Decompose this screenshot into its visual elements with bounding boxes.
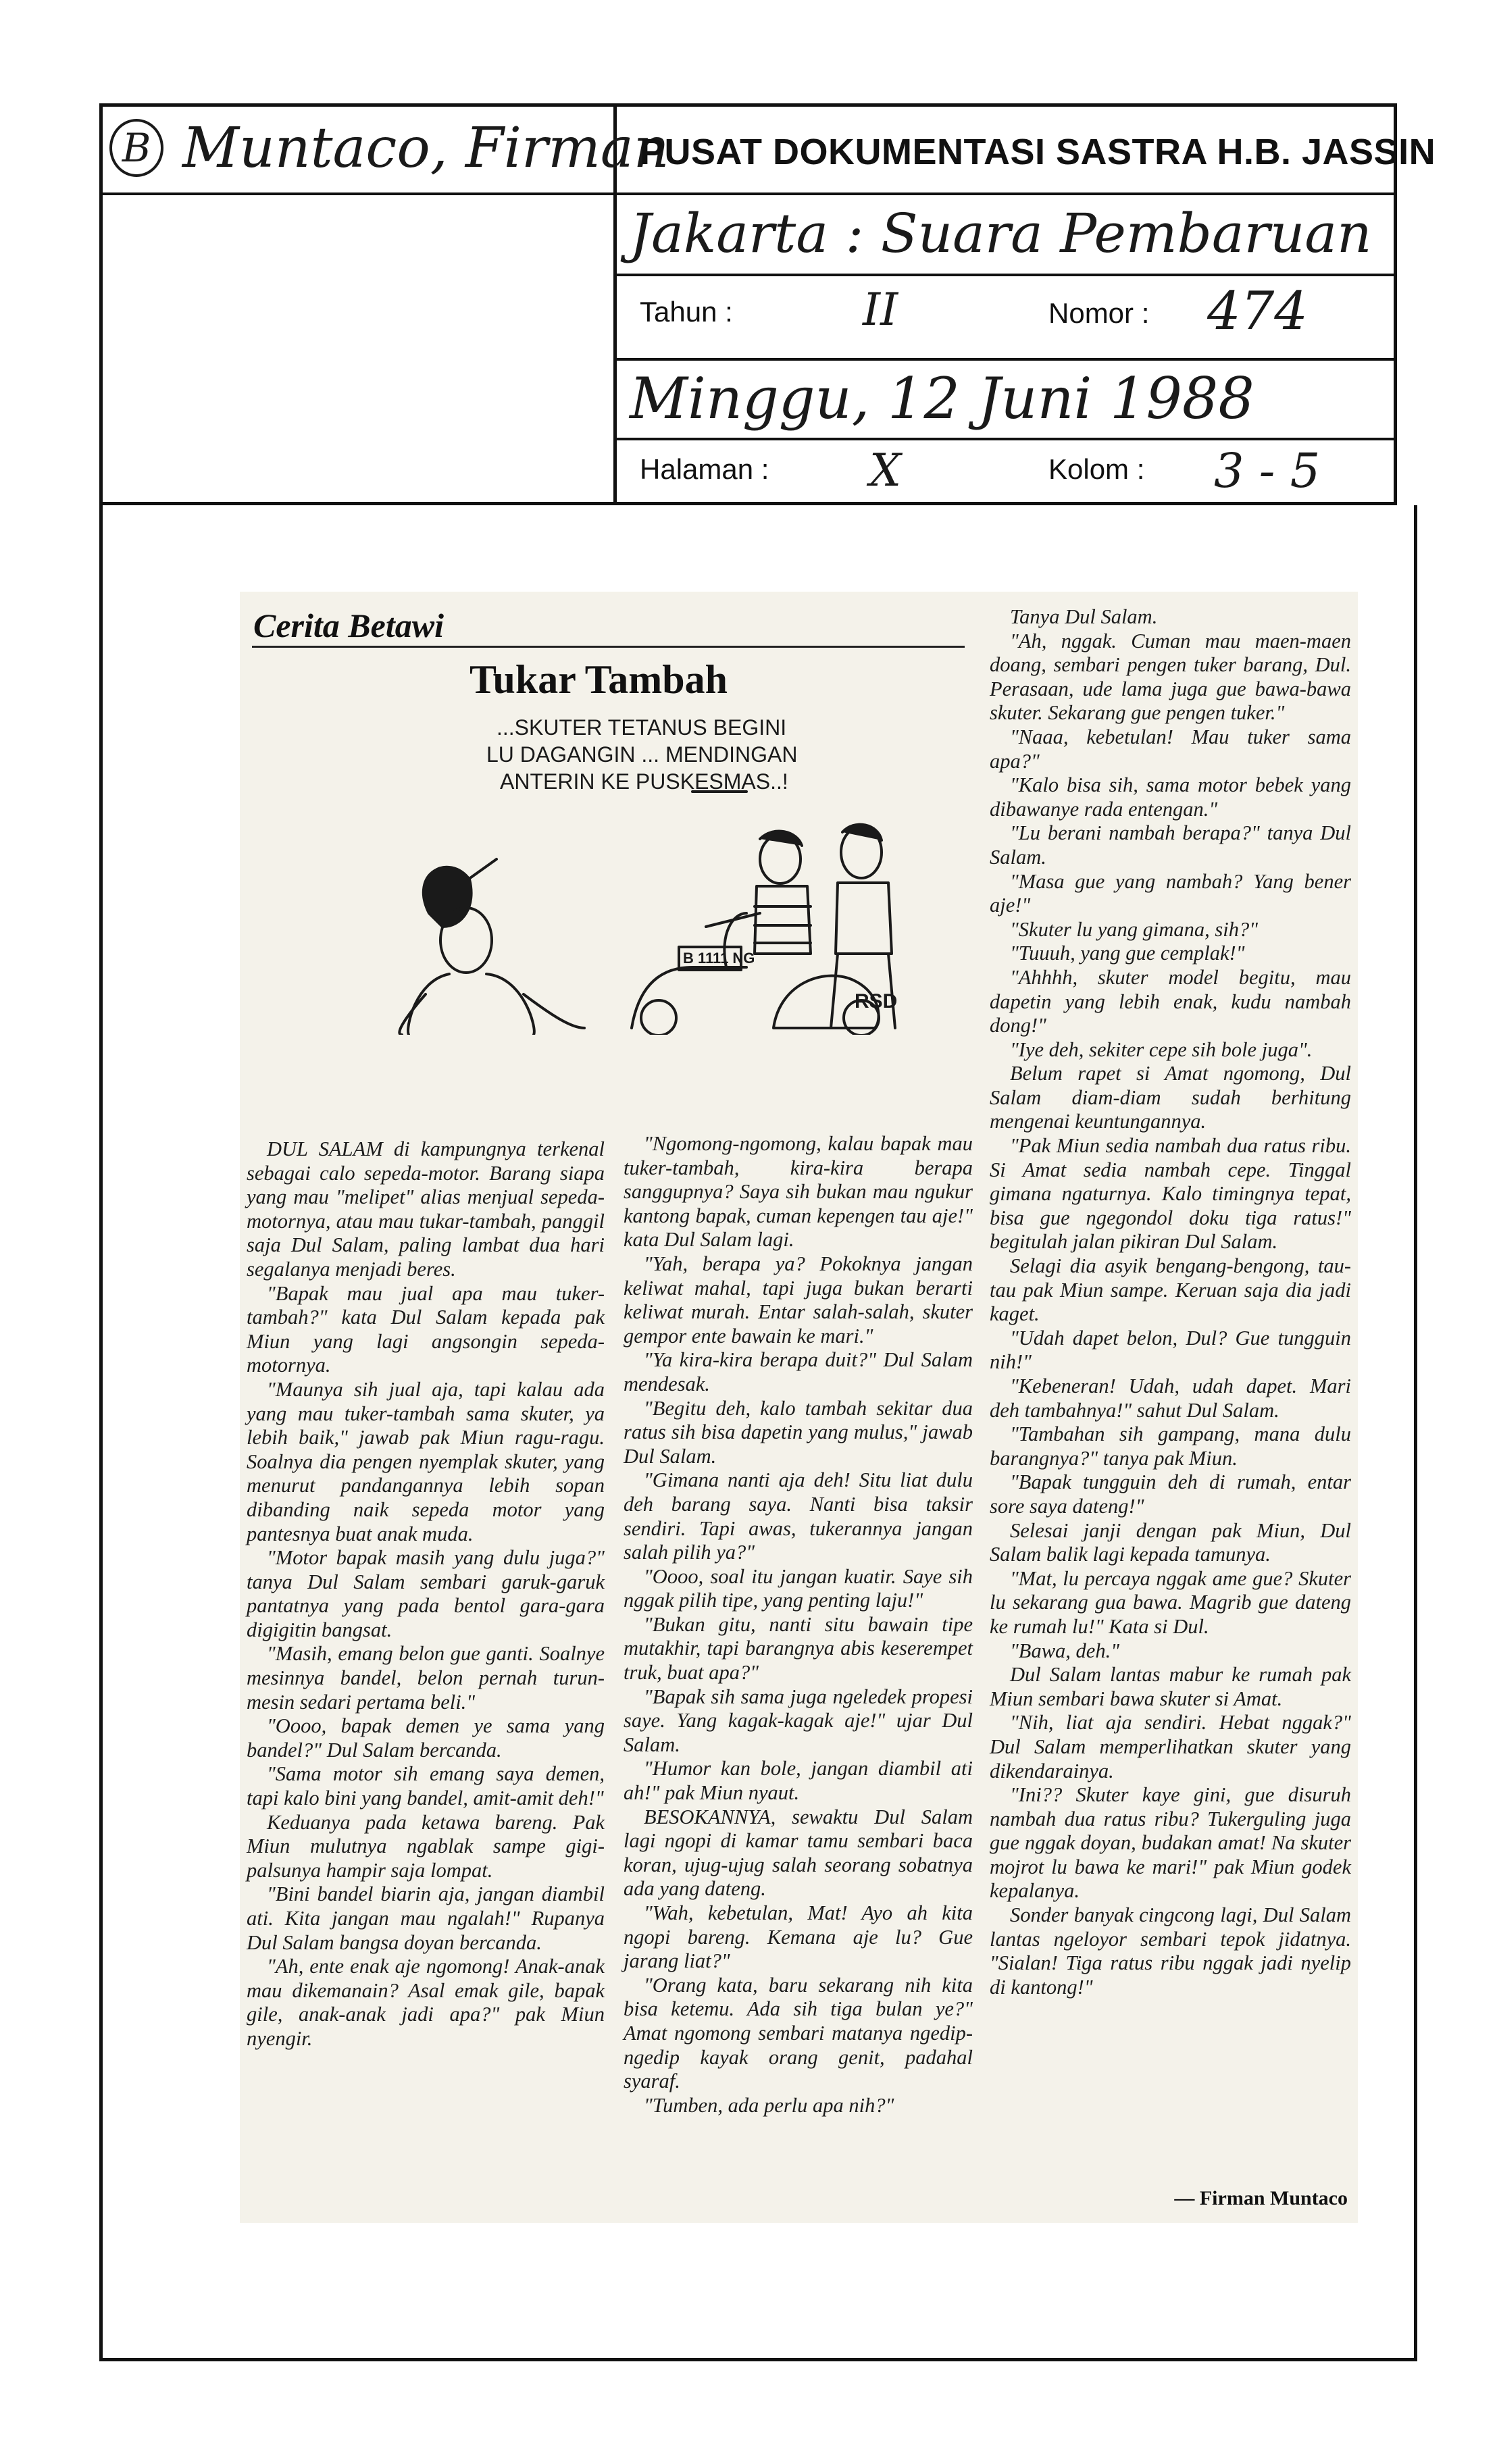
paragraph: "Bukan gitu, nanti situ bawain tipe mutakhir, tapi barangnya abis keserempet truk, buat apa?" xyxy=(624,1612,973,1685)
header-row-line xyxy=(613,358,1394,361)
article-column-3 xyxy=(990,605,1351,1999)
paragraph: "Tambahan sih gampang, mana dulu barangnya?" tanya pak Miun. xyxy=(990,1422,1351,1470)
cartoon-illustration xyxy=(341,711,915,1035)
tahun-value: II xyxy=(863,284,898,336)
cartoon-plate: B 1111 NG xyxy=(683,950,755,967)
institution-name: PUSAT DOKUMENTASI SASTRA H.B. JASSIN xyxy=(640,132,1436,172)
paragraph: "Oooo, soal itu jangan kuatir. Saye sih nggak pilih tipe, yang penting laju!" xyxy=(624,1564,973,1612)
article-column-2 xyxy=(624,1132,973,2118)
nomor-label: Nomor : xyxy=(1048,297,1150,329)
paragraph: "Ini?? Skuter kaye gini, gue disuruh nambah dua ratus ribu? Tukerguling juga gue nggak doyan, budakan amat! Na skuter mojrot lu bawa ke mari!" pak Miun godek kepalanya. xyxy=(990,1783,1351,1903)
publication-date: Minggu, 12 Juni 1988 xyxy=(630,365,1254,432)
paragraph: "Begitu deh, kalo tambah sekitar dua ratus sih bisa dapetin yang mulus," jawab Dul Salam. xyxy=(624,1396,973,1468)
cartoon-speech-line-1: ...SKUTER TETANUS BEGINI xyxy=(497,715,787,740)
nomor-value: 474 xyxy=(1207,281,1308,342)
circle-letter xyxy=(109,119,163,177)
circle-letter-text: B xyxy=(122,125,151,171)
paragraph: "Yah, berapa ya? Pokoknya jangan keliwat mahal, tapi juga bukan berarti keliwat murah. Entar salah-salah, skuter gempor ente bawain ke mari." xyxy=(624,1252,973,1348)
paragraph: BESOKANNYA, sewaktu Dul Salam lagi ngopi di kamar tamu sembari baca koran, ujug-ujug salah seorang sobatnya ada yang dateng. xyxy=(624,1805,973,1901)
paragraph: "Nih, liat aja sendiri. Hebat nggak?" Dul Salam memperlihatkan skuter yang dikendarainya. xyxy=(990,1711,1351,1782)
paragraph: "Maunya sih jual aja, tapi kalau ada yang mau tuker-tambah sama skuter, ya lebih baik," jawab pak Miun ragu-ragu. Soalnya dia pengen nyemplak skuter, yang menurut pandangannya lebih sopan dibanding naik sepeda motor yang pantesnya buat anak muda. xyxy=(247,1377,605,1545)
cartoon-speech-line-2: LU DAGANGIN ... MENDINGAN xyxy=(486,742,798,767)
paragraph: "Ah, nggak. Cuman mau maen-maen doang, sembari pengen tuker barang, Dul. Perasaan, ude lama juga gue bawa-bawa skuter. Sekarang gue pengen tuker." xyxy=(990,629,1351,725)
paragraph: "Bapak tungguin deh di rumah, entar sore saya dateng!" xyxy=(990,1470,1351,1518)
paragraph: "Ngomong-ngomong, kalau bapak mau tuker-tambah, kira-kira berapa sanggupnya? Saya sih bukan mau ngukur kantong bapak, cuman kepengen tau aje!" kata Dul Salam lagi. xyxy=(624,1132,973,1252)
paragraph: "Gimana nanti aja deh! Situ liat dulu deh barang saya. Nanti bisa taksir sendiri. Tapi awas, tukerannya jangan salah pilih ya?" xyxy=(624,1468,973,1564)
paragraph: Selagi dia asyik bengang-bengong, tau-tau pak Miun sampe. Keruan saja dia jadi kaget. xyxy=(990,1254,1351,1326)
newspaper-clipping xyxy=(240,592,1358,2223)
paragraph: "Bini bandel biarin aja, jangan diambil ati. Kita jangan mau ngalah!" Rupanya Dul Salam bangsa doyan bercanda. xyxy=(247,1882,605,1954)
paragraph: "Lu berani nambah berapa?" tanya Dul Salam. xyxy=(990,821,1351,869)
paragraph: Keduanya pada ketawa bareng. Pak Miun mulutnya ngablak sampe gigi-palsunya hampir saja lompat. xyxy=(247,1810,605,1882)
kolom-label: Kolom : xyxy=(1048,453,1145,485)
paragraph: "Tuuuh, yang gue cemplak!" xyxy=(1010,942,1245,965)
paragraph: "Motor bapak masih yang dulu juga?" tanya Dul Salam sembari garuk-garuk pantatnya yang pada bentol gara-gara digigitin bangsat. xyxy=(247,1546,605,1641)
paragraph: "Iye deh, sekiter cepe sih bole juga". xyxy=(1010,1037,1313,1061)
source-publication: Jakarta : Suara Pembaruan xyxy=(630,202,1372,265)
paragraph: DUL SALAM di kampungnya terkenal sebagai calo sepeda-motor. Barang siapa yang mau "melipet" alias menjual sepeda-motornya, atau mau tukar-tambah, panggil saja Dul Salam, paling lambat dua hari segalanya menjadi beres. xyxy=(247,1137,605,1281)
paragraph: "Ahhhh, skuter model begitu, mau dapetin yang lebih enak, kudu nambah dong!" xyxy=(990,965,1351,1037)
paragraph: "Naaa, kebetulan! Mau tuker sama apa?" xyxy=(990,725,1351,773)
paragraph: Selesai janji dengan pak Miun, Dul Salam balik lagi kepada tamunya. xyxy=(990,1518,1351,1566)
halaman-label: Halaman : xyxy=(640,453,769,485)
paragraph: Dul Salam lantas mabur ke rumah pak Miun sembari bawa skuter si Amat. xyxy=(990,1663,1351,1710)
paragraph: "Masih, emang belon gue ganti. Soalnye mesinnya bandel, belon pernah turun-mesin sedari pertama beli." xyxy=(247,1642,605,1714)
paragraph: "Masa gue yang nambah? Yang bener aje!" xyxy=(990,869,1351,917)
paragraph: Sonder banyak cingcong lagi, Dul Salam lantas ngeloyor sembari tepok jidatnya. "Sialan! Tiga ratus ribu nggak jadi nyelip di kantong!" xyxy=(990,1903,1351,1999)
paragraph: "Ah, ente enak aje ngomong! Anak-anak mau dikemanain? Asal emak gile, bapak gile, anak-anak jadi apa?" pak Miun nyengir. xyxy=(247,1955,605,2050)
paragraph: Belum rapet si Amat ngomong, Dul Salam diam-diam sudah berhitung mengenai keuntungannya. xyxy=(990,1062,1351,1133)
header-row-line xyxy=(613,438,1394,440)
article-byline: — Firman Muntaco xyxy=(1174,2187,1348,2209)
paragraph: "Sama motor sih emang saya demen, tapi kalo bini yang bandel, amit-amit deh!" xyxy=(247,1762,605,1810)
cartoon-signature: RSD xyxy=(855,990,898,1012)
header-divider xyxy=(103,192,1394,195)
kolom-value: 3 - 5 xyxy=(1214,443,1321,498)
author-name: Muntaco, Firman xyxy=(182,116,669,180)
paragraph: "Udah dapet belon, Dul? Gue tungguin nih!" xyxy=(990,1326,1351,1374)
paragraph: Tanya Dul Salam. xyxy=(1010,605,1158,628)
paragraph: "Orang kata, baru sekarang nih kita bisa ketemu. Ada sih tiga bulan ye?" Amat ngomong sembari matanya ngedip-ngedip kayak orang genit, padahal syaraf. xyxy=(624,1973,973,2093)
rubric-underline xyxy=(252,646,965,648)
paragraph: "Humor kan bole, jangan diambil ati ah!" pak Miun nyaut. xyxy=(624,1757,973,1805)
paragraph: "Pak Miun sedia nambah dua ratus ribu. Si Amat sedia nambah cepe. Tinggal gimana ngaturnya. Kalo timingnya tepat, bisa gue ngegondol doku tiga ratus!" begitulah jalan pikiran Dul Salam. xyxy=(990,1134,1351,1254)
paragraph: "Wah, kebetulan, Mat! Ayo ah kita ngopi bareng. Kemana aje lu? Gue jarang liat?" xyxy=(624,1901,973,1973)
paragraph: "Bapak sih sama juga ngeledek propesi saye. Yang kagak-kagak aje!" ujar Dul Salam. xyxy=(624,1685,973,1756)
paragraph: "Mat, lu percaya nggak ame gue? Skuter lu sekarang gua bawa. Magrib gue dateng ke rumah lu!" Kata si Dul. xyxy=(990,1566,1351,1638)
rubric-label: Cerita Betawi xyxy=(253,607,444,644)
article-column-1 xyxy=(247,1137,605,2051)
catalog-header xyxy=(99,103,1436,505)
paragraph: "Kalo bisa sih, sama motor bebek yang dibawanye rada entengan." xyxy=(990,773,1351,821)
paragraph: "Oooo, bapak demen ye sama yang bandel?" Dul Salam bercanda. xyxy=(247,1714,605,1762)
paragraph: "Tumben, ada perlu apa nih?" xyxy=(644,2093,894,2117)
paragraph: "Kebeneran! Udah, udah dapet. Mari deh tambahnya!" sahut Dul Salam. xyxy=(990,1375,1351,1422)
tahun-label: Tahun : xyxy=(640,296,733,328)
paragraph: "Bapak mau jual apa mau tuker-tambah?" kata Dul Salam kepada pak Miun yang lagi angsongin sepeda-motornya. xyxy=(247,1281,605,1377)
article-title: Tukar Tambah xyxy=(470,657,728,702)
cartoon-speech-line-3: ANTERIN KE PUSKESMAS..! xyxy=(500,769,788,794)
header-row-line xyxy=(613,274,1394,276)
paragraph: "Ya kira-kira berapa duit?" Dul Salam mendesak. xyxy=(624,1348,973,1395)
halaman-value: X xyxy=(869,444,901,496)
paragraph: "Skuter lu yang gimana, sih?" xyxy=(1010,917,1259,941)
paragraph: "Bawa, deh." xyxy=(1010,1639,1120,1662)
